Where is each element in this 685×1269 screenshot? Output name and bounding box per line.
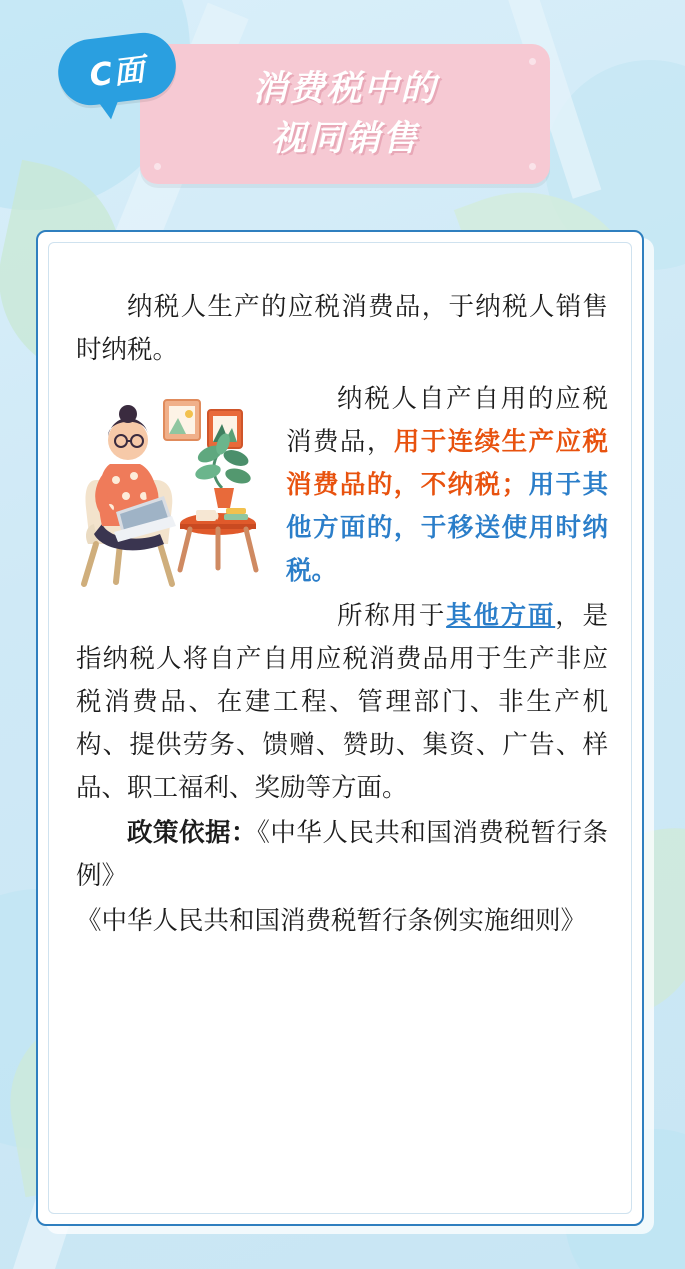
- paragraph-2-highlight-orange: 用于连续生产应税消费品的，不纳税；: [286, 427, 608, 500]
- title-plate: [140, 44, 550, 184]
- paragraph-3-link[interactable]: 其他方面: [446, 601, 556, 631]
- paragraph-3-part-b: ，是指纳税人将自产自用应税消费品用于生产非应税消费品、在建工程、管理部门、非生产机构、提供劳务、馈赠、赞助、集资、广告、样品、职工福利、奖励等方面。: [76, 601, 608, 803]
- policy-basis-doc-1: 《中华人民共和国消费税暂行条例》: [76, 818, 608, 891]
- content-card: [36, 230, 644, 1226]
- woman-working-on-laptop-icon: [76, 384, 272, 604]
- paragraph-2-part-a: 纳税人自产自用的应税消费品，: [286, 384, 608, 457]
- paragraph-2-highlight-blue: 用于其他方面的，于移送使用时纳税。: [286, 470, 608, 586]
- paragraph-3: [76, 595, 608, 810]
- page-title-line1: 消费税中的: [252, 69, 438, 109]
- paragraph-1: 纳税人生产的应税消费品，于纳税人销售时纳税。: [76, 292, 608, 365]
- card-content: [76, 286, 608, 945]
- policy-basis-paragraph: [76, 812, 608, 898]
- section-badge-label: C面: [87, 51, 148, 94]
- paragraph-3-part-a: 所称用于: [337, 601, 447, 631]
- policy-basis-label: 政策依据：: [127, 818, 258, 848]
- policy-basis-doc-2-paragraph: 《中华人民共和国消费税暂行条例实施细则》: [76, 906, 587, 936]
- plate-dot: [529, 163, 536, 170]
- page-title-line2: 视同销售: [270, 119, 419, 159]
- page-title: [140, 64, 550, 164]
- header: [0, 22, 685, 212]
- plate-dot: [154, 163, 161, 170]
